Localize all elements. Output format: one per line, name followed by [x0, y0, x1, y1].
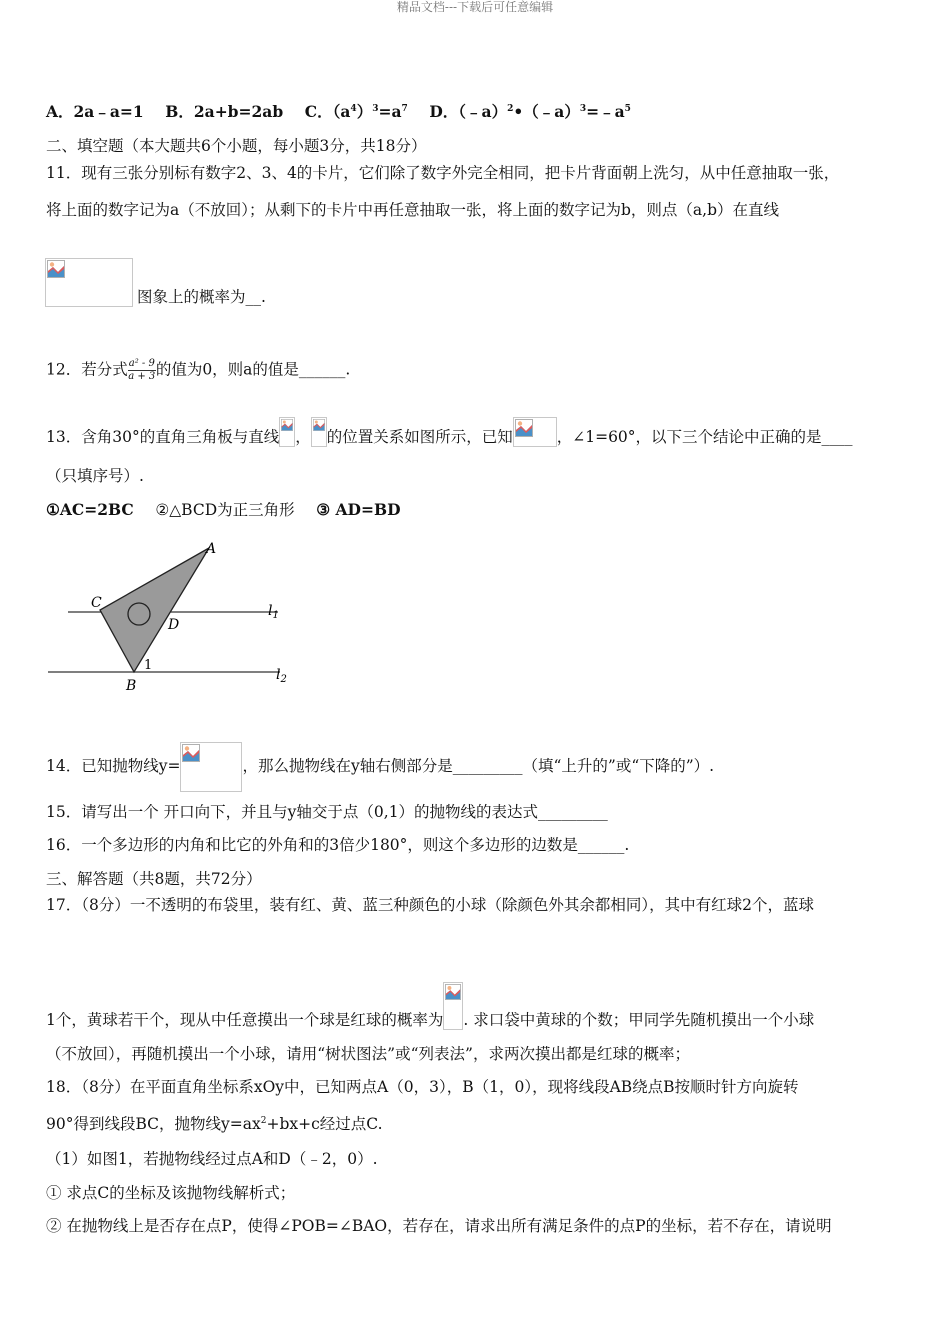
broken-image-icon	[47, 260, 65, 278]
broken-image-icon	[182, 744, 200, 762]
image-placeholder-probability	[443, 982, 463, 1030]
label-a: A	[206, 541, 217, 557]
q11-line1: 11．现有三张分别标有数字2、3、4的卡片，它们除了数字外完全相同，把卡片背面朝上洗匀，从中任意抽取一张，	[46, 164, 840, 182]
option-c: C．$(a^4)^3=a^7$	[304, 102, 408, 121]
q17-line1: 17．（8分）一不透明的布袋里，装有红、黄、蓝三种颜色的小球（除颜色外其余都相同），其中有红球2个，蓝球	[46, 896, 814, 914]
image-placeholder-parallel	[513, 417, 557, 447]
label-b: B	[126, 678, 137, 694]
label-l2: $l_2$	[276, 667, 287, 685]
q11-line2: 将上面的数字记为a（不放回）；从剩下的卡片中再任意抽取一张，将上面的数字记为b，则点（a,b）在直线	[46, 201, 780, 219]
q14: 14．已知抛物线y= ，那么抛物线在y轴右侧部分是_________（填“上升的”或“下降的”）.	[46, 742, 714, 792]
q16: 16．一个多边形的内角和比它的外角和的3倍少180°，则这个多边形的边数是______.	[46, 836, 630, 854]
section-3-title: 三、解答题（共8题，共72分）	[46, 870, 262, 888]
q13-options: ①AC=2BC ②△BCD为正三角形 ③ AD=BD	[46, 500, 401, 519]
label-l1: $l_1$	[268, 603, 279, 621]
option-d: D．$(﹣a)^2•(﹣a)^3=﹣a^5$	[429, 102, 631, 121]
broken-image-icon	[445, 984, 461, 1000]
triangle-figure	[40, 535, 300, 700]
triangle	[100, 548, 209, 672]
broken-image-icon	[281, 419, 293, 431]
page-header: 精品文档---下载后可任意编辑	[396, 0, 554, 14]
q12: 12．若分式 $\frac{\text{a² - 9}}{a + 3}$ 的值为0，则a的值是______.	[46, 358, 351, 382]
label-d: D	[168, 617, 180, 633]
q17-line3: （不放回），再随机摸出一个小球，请用“树状图法”或“列表法”，求两次摸出都是红球的概率；	[46, 1045, 690, 1063]
q13-line1: 13．含角30°的直角三角板与直线 ， 的位置关系如图所示，已知 ，∠1=60°，以下三个结论中正确的是____	[46, 417, 853, 447]
q18-line1: 18．（8分）在平面直角坐标系xOy中，已知两点A（0，3），B（1，0），现将线段AB绕点B按顺时针方向旋转	[46, 1078, 799, 1096]
q18-line3: （1）如图1，若抛物线经过点A和D（﹣2，0）.	[46, 1150, 378, 1168]
image-placeholder-parabola	[180, 742, 242, 792]
q15: 15．请写出一个 开口向下，并且与y轴交于点（0,1）的抛物线的表达式_________	[46, 803, 608, 821]
option-a: A．2a﹣a=1	[46, 102, 144, 121]
broken-image-icon	[313, 419, 325, 431]
q10-options	[46, 102, 631, 122]
broken-image-icon	[515, 419, 533, 437]
image-placeholder-l1	[279, 417, 295, 447]
q13-line2: （只填序号）.	[46, 467, 144, 485]
image-placeholder-l2	[311, 417, 327, 447]
fraction: $\frac{\text{a² - 9}}{a + 3}$	[128, 358, 156, 382]
section-2-title: 二、填空题（本大题共6个小题，每小题3分，共18分）	[46, 137, 427, 155]
q18-line4: ① 求点C的坐标及该抛物线解析式；	[46, 1184, 296, 1202]
q18-line5: ② 在抛物线上是否存在点P，使得∠POB=∠BAO，若存在，请求出所有满足条件的点P的坐标，若不存在，请说明	[46, 1217, 832, 1235]
label-angle-1: 1	[144, 658, 153, 673]
q11-line3: 图象上的概率为__.	[137, 288, 266, 306]
image-placeholder-line-equation	[45, 258, 133, 307]
q17-line2: 1个，黄球若干个，现从中任意摸出一个球是红球的概率为 . 求口袋中黄球的个数；甲同学先随机摸出一个小球	[46, 982, 814, 1030]
q18-line2: 90°得到线段BC，抛物线$y=ax^2+bx+c$经过点C.	[46, 1115, 383, 1133]
label-c: C	[91, 595, 102, 611]
option-b: B．2a+b=2ab	[165, 102, 284, 121]
